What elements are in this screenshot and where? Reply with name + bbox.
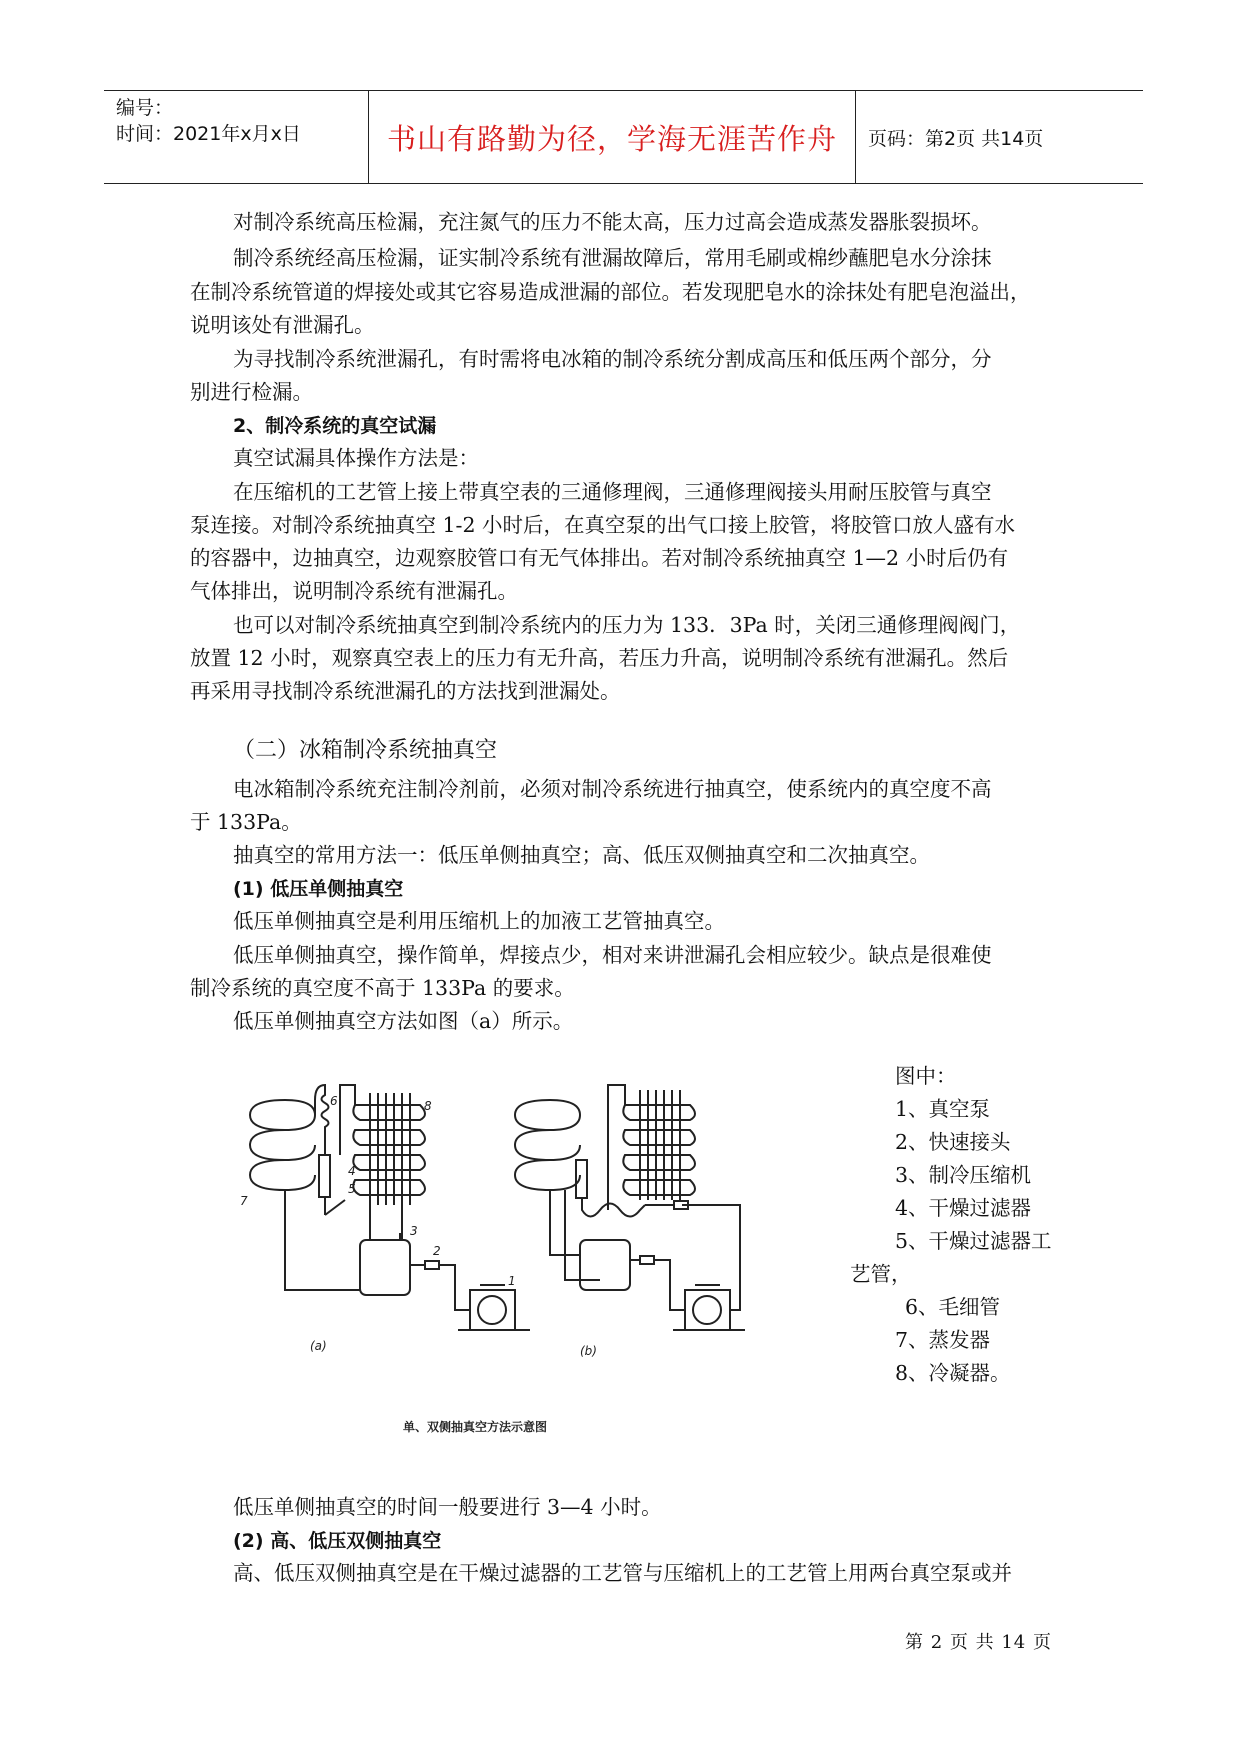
- paragraph-2-line-3: 说明该处有泄漏孔。: [190, 313, 375, 337]
- legend-item: 3、制冷压缩机: [895, 1163, 1032, 1187]
- figure-legend: [850, 1060, 1052, 1390]
- legend-item: 8、冷凝器。: [895, 1361, 1011, 1385]
- legend-item: 2、快速接头: [895, 1130, 1011, 1154]
- document-number-label: 编号：: [116, 97, 174, 119]
- quick-coupler-b2: [640, 1256, 654, 1264]
- paragraph-8: 抽真空的常用方法一：低压单侧抽真空；高、低压双侧抽真空和二次抽真空。: [233, 843, 930, 867]
- compressor-a: [360, 1240, 410, 1295]
- legend-item: 艺管，: [850, 1262, 912, 1286]
- paragraph-2-line-1: 制冷系统经高压检漏，证实制冷系统有泄漏故障后，常用毛刷或棉纱蘸肥皂水分涂抹: [233, 246, 992, 270]
- drier-a: [319, 1155, 330, 1197]
- paragraph-11: 低压单侧抽真空方法如图（a）所示。: [233, 1009, 574, 1033]
- section-heading-vacuum: [233, 733, 497, 768]
- heading-low-side-vacuum: (1) 低压单侧抽真空: [233, 878, 404, 900]
- condenser-a: [370, 1093, 410, 1205]
- paragraph-10-line-2: 制冷系统的真空度不高于 133Pa 的要求。: [190, 976, 575, 1000]
- vacuum-diagram: [230, 1075, 840, 1447]
- paragraph-3-line-1: 为寻找制冷系统泄漏孔，有时需将电冰箱的制冷系统分割成高压和低压两个部分，分: [233, 347, 992, 371]
- legend-item: 6、毛细管: [905, 1295, 1001, 1319]
- figure-caption: 单、双侧抽真空方法示意图: [402, 1420, 548, 1434]
- paragraph-9: 低压单侧抽真空是利用压缩机上的加液工艺管抽真空。: [233, 909, 725, 933]
- paragraph-13: 高、低压双侧抽真空是在干燥过滤器的工艺管与压缩机上的工艺管上用两台真空泵或并: [233, 1561, 1012, 1585]
- paragraph-5-line-4: 气体排出，说明制冷系统有泄漏孔。: [190, 579, 518, 603]
- part-6-number: 6: [330, 1094, 338, 1108]
- evaporator-b: [515, 1100, 580, 1190]
- drier-b: [576, 1160, 587, 1198]
- part-5-number: 5: [348, 1182, 356, 1196]
- paragraph-7-line-2: 于 133Pa。: [190, 810, 302, 834]
- legend-item: 7、蒸发器: [895, 1328, 991, 1352]
- paragraph-6-line-1: 也可以对制冷系统抽真空到制冷系统内的压力为 133．3Pa 时，关闭三通修理阀阀门，: [233, 613, 1021, 637]
- paragraph-2-line-2: 在制冷系统管道的焊接处或其它容易造成泄漏的部位。若发现肥皂水的涂抹处有肥皂泡溢出，: [190, 280, 1031, 304]
- evaporator-a: [250, 1100, 315, 1190]
- page-header: [104, 90, 1143, 184]
- part-2-number: 2: [433, 1244, 441, 1258]
- paragraph-1: 对制冷系统高压检漏，充注氮气的压力不能太高，压力过高会造成蒸发器胀裂损坏。: [233, 210, 992, 234]
- paragraph-4: 真空试漏具体操作方法是：: [233, 446, 479, 470]
- paragraph-5-line-2: 泵连接。对制冷系统抽真空 1-2 小时后，在真空泵的出气口接上胶管，将胶管口放人盛有水: [190, 513, 1016, 537]
- legend-item: 5、干燥过滤器工: [895, 1229, 1052, 1253]
- page-footer: 第 2 页 共 14 页: [905, 1632, 1052, 1653]
- heading-vacuum-leak-test: 2、制冷系统的真空试漏: [233, 415, 437, 437]
- header-motto: 书山有路勤为径，学海无涯苦作舟: [386, 122, 837, 156]
- header-motto-cell: [369, 91, 856, 183]
- heading-both-sides-vacuum: (2) 高、低压双侧抽真空: [233, 1530, 442, 1552]
- paragraph-10-line-1: 低压单侧抽真空，操作简单，焊接点少，相对来讲泄漏孔会相应较少。缺点是很难使: [233, 943, 992, 967]
- part-7-number: 7: [240, 1194, 248, 1208]
- paragraph-6-line-2: 放置 12 小时，观察真空表上的压力有无升高，若压力升高，说明制冷系统有泄漏孔。然后: [190, 646, 1009, 670]
- part-1-number: 1: [508, 1274, 516, 1288]
- part-3-number: 3: [410, 1224, 418, 1238]
- header-page-cell: [856, 91, 1143, 183]
- header-meta-cell: [104, 91, 369, 183]
- header-page-label: 页码：第2页 共14页: [868, 128, 1044, 150]
- capillary-coil-a: [315, 1085, 329, 1155]
- paragraph-12: 低压单侧抽真空的时间一般要进行 3—4 小时。: [233, 1495, 662, 1519]
- paragraph-7-line-1: 电冰箱制冷系统充注制冷剂前，必须对制冷系统进行抽真空，使系统内的真空度不高: [233, 777, 992, 801]
- paragraph-3-line-2: 别进行检漏。: [190, 380, 313, 404]
- section-heading-text: （二）冰箱制冷系统抽真空: [233, 738, 498, 763]
- quick-coupler-a: [425, 1261, 439, 1269]
- compressor-b: [580, 1240, 630, 1290]
- legend-item: 1、真空泵: [895, 1097, 991, 1121]
- document-time-label: 时间：2021年x月x日: [116, 123, 301, 145]
- legend-item: 4、干燥过滤器: [895, 1196, 1032, 1220]
- figure-label-a: (a): [310, 1339, 327, 1353]
- part-4-number: 4: [348, 1164, 356, 1178]
- paragraph-6-line-3: 再采用寻找制冷系统泄漏孔的方法找到泄漏处。: [190, 679, 621, 703]
- paragraph-5-line-1: 在压缩机的工艺管上接上带真空表的三通修理阀，三通修理阀接头用耐压胶管与真空: [233, 480, 992, 504]
- legend-title: 图中：: [895, 1064, 957, 1088]
- part-8-number: 8: [424, 1099, 432, 1113]
- figure-label-b: (b): [580, 1344, 597, 1358]
- paragraph-5-line-3: 的容器中，边抽真空，边观察胶管口有无气体排出。若对制冷系统抽真空 1—2 小时后仍有: [190, 546, 1009, 570]
